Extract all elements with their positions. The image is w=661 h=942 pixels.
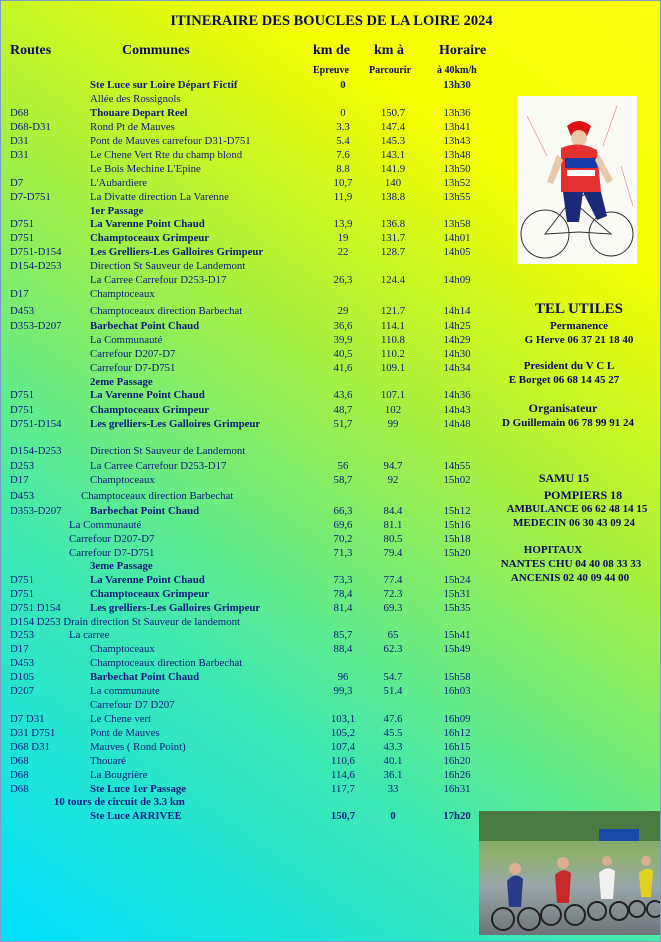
row-km-parcourir: 114.1	[381, 320, 405, 332]
row-commune: 1er Passage	[90, 205, 144, 217]
row-km-parcourir: 92	[387, 474, 399, 486]
row-horaire: 13h50	[443, 163, 471, 175]
table-row	[1, 361, 481, 375]
row-horaire: 13h30	[443, 79, 471, 91]
row-horaire: 13h48	[443, 149, 471, 161]
row-km-parcourir: 109.1	[380, 362, 406, 374]
row-commune: Champtoceaux	[90, 474, 155, 486]
row-horaire: 13h36	[443, 107, 471, 119]
row-km-epreuve: 13,9	[333, 218, 353, 230]
row-km-epreuve: 29	[337, 305, 349, 317]
row-horaire: 15h02	[443, 474, 471, 486]
row-commune: Pont de Mauves	[90, 727, 160, 739]
row-commune: La Varenne Point Chaud	[90, 389, 205, 401]
cyclist-illustration	[517, 96, 637, 264]
row-commune: 3eme Passage	[90, 560, 153, 572]
row-km-epreuve: 99,3	[333, 685, 353, 697]
row-horaire: 14h43	[443, 404, 471, 416]
row-route: D31	[10, 149, 29, 161]
table-row	[1, 754, 481, 768]
row-km-parcourir: 110.8	[381, 334, 405, 346]
header-routes: Routes	[10, 43, 52, 58]
row-commune: La Bougrière	[90, 769, 148, 781]
peloton-photo	[479, 811, 661, 935]
row-horaire: 16h12	[443, 727, 471, 739]
table-row	[1, 375, 481, 389]
row-commune: Barbechat Point Chaud	[90, 505, 200, 517]
row-route: D751	[10, 232, 34, 244]
row-commune: Champtoceaux direction Barbechat	[90, 657, 243, 669]
row-horaire: 14h30	[443, 348, 471, 360]
row-km-parcourir: 43.3	[383, 741, 403, 753]
row-horaire: 14h36	[443, 389, 471, 401]
row-route: D68	[10, 783, 29, 795]
row-km-epreuve: 85,7	[333, 629, 353, 641]
row-km-epreuve: 150,7	[330, 810, 356, 822]
row-route: D453	[10, 305, 34, 317]
header-horaire-sub: à 40km/h	[437, 65, 477, 76]
row-km-parcourir: 94.7	[383, 460, 403, 472]
table-row	[1, 333, 481, 347]
row-km-parcourir: 69.3	[383, 602, 403, 614]
row-km-epreuve: 39,9	[333, 334, 353, 346]
row-route: D751	[10, 218, 34, 230]
row-commune: La carree	[69, 629, 110, 641]
row-km-epreuve: 43,6	[333, 389, 353, 401]
row-commune: Les Grelliers-Les Galloires Grimpeur	[90, 246, 264, 258]
table-row	[1, 504, 481, 518]
row-commune: Le Chene Vert Rte du champ blond	[90, 149, 243, 161]
row-horaire: 15h31	[443, 588, 471, 600]
row-commune: La Carree Carrefour D253-D17	[90, 460, 227, 472]
row-km-parcourir: 128.7	[380, 246, 406, 258]
table-row	[1, 273, 481, 287]
row-commune: Champtoceaux direction Barbechat	[81, 490, 234, 502]
row-route: D17	[10, 288, 29, 300]
table-row	[1, 190, 481, 204]
row-route: D751	[10, 404, 34, 416]
table-row	[1, 489, 481, 503]
row-route: D751-D154	[10, 246, 62, 258]
table-row	[1, 684, 481, 698]
row-km-epreuve: 66,3	[333, 505, 353, 517]
table-row	[1, 287, 481, 301]
row-km-epreuve: 70,2	[333, 533, 353, 545]
president-label: President du V C L	[523, 360, 615, 372]
row-km-parcourir: 40.1	[383, 755, 403, 767]
row-commune: Ste Luce sur Loire Départ Fictif	[90, 79, 238, 91]
row-route: D68 D31	[10, 741, 50, 753]
row-horaire: 15h18	[443, 533, 471, 545]
header-horaire: Horaire	[439, 43, 487, 58]
table-row	[1, 134, 481, 148]
table-row	[1, 656, 481, 670]
row-horaire: 15h16	[443, 519, 471, 531]
table-row	[1, 795, 481, 809]
row-km-parcourir: 33	[387, 783, 399, 795]
row-km-epreuve: 114,6	[331, 769, 355, 781]
pompiers-number: POMPIERS 18	[543, 488, 623, 502]
table-row	[1, 615, 481, 629]
row-route: D353-D207	[10, 505, 62, 517]
row-km-parcourir: 99	[387, 418, 399, 430]
row-km-parcourir: 84.4	[383, 505, 403, 517]
row-km-epreuve: 48,7	[333, 404, 353, 416]
row-km-epreuve: 110,6	[331, 755, 355, 767]
row-route: D253	[10, 629, 34, 641]
table-row	[1, 546, 481, 560]
row-horaire: 14h05	[443, 246, 471, 258]
header-km-de-sub: Epreuve	[313, 65, 349, 76]
row-km-parcourir: 140	[384, 177, 402, 189]
row-route: D17	[10, 643, 29, 655]
row-km-parcourir: 45.5	[383, 727, 403, 739]
row-commune: Rond Pt de Mauves	[90, 121, 175, 133]
row-horaire: 15h20	[443, 547, 471, 559]
row-km-epreuve: 51,7	[333, 418, 353, 430]
nantes-chu-number: NANTES CHU 04 40 08 33 33	[500, 558, 642, 570]
row-commune: La communaute	[90, 685, 160, 697]
table-row	[1, 628, 481, 642]
row-commune: Champtoceaux direction Barbechat	[90, 305, 243, 317]
row-horaire: 16h31	[443, 783, 471, 795]
president-phone: E Borget 06 68 14 45 27	[508, 374, 620, 386]
row-commune: Thouare Depart Reel	[90, 107, 188, 119]
table-row	[1, 78, 481, 92]
table-row	[1, 231, 481, 245]
table-row	[1, 120, 481, 134]
row-horaire: 16h09	[443, 713, 471, 725]
row-commune: Carrefour D7 D207	[90, 699, 175, 711]
table-row	[1, 347, 481, 361]
table-row	[1, 106, 481, 120]
permanence-label: Permanence	[549, 320, 609, 332]
row-commune: Ste Luce ARRIVEE	[90, 810, 182, 822]
row-commune: Pont de Mauves carrefour D31-D751	[90, 135, 251, 147]
table-row	[1, 573, 481, 587]
table-row	[1, 642, 481, 656]
row-km-parcourir: 102	[384, 404, 402, 416]
table-row	[1, 726, 481, 740]
row-commune: 10 tours de circuit de 3.3 km	[54, 796, 185, 808]
row-km-parcourir: 124.4	[380, 274, 406, 286]
row-commune: Champtoceaux Grimpeur	[90, 232, 210, 244]
row-km-parcourir: 65	[387, 629, 399, 641]
row-route: D751-D154	[10, 418, 62, 430]
row-horaire: 15h35	[443, 602, 471, 614]
row-horaire: 15h12	[443, 505, 471, 517]
table-row	[1, 698, 481, 712]
header-km-de: km de	[313, 43, 350, 58]
row-route: D453	[10, 490, 34, 502]
table-row	[1, 388, 481, 402]
row-horaire: 14h34	[443, 362, 471, 374]
table-row	[1, 403, 481, 417]
row-route: D7 D31	[10, 713, 45, 725]
row-km-epreuve: 10,7	[333, 177, 353, 189]
row-km-parcourir: 36.1	[383, 769, 403, 781]
row-km-parcourir: 62.3	[383, 643, 403, 655]
row-horaire: 14h14	[443, 305, 471, 317]
row-km-parcourir: 81.1	[383, 519, 403, 531]
row-km-epreuve: 105,2	[330, 727, 356, 739]
table-row	[1, 670, 481, 684]
table-row	[1, 712, 481, 726]
organisateur-label: Organisateur	[528, 401, 598, 415]
table-row	[1, 559, 481, 573]
row-commune: Direction St Sauveur de Landemont	[90, 445, 246, 457]
ancenis-number: ANCENIS 02 40 09 44 00	[510, 572, 630, 584]
row-horaire: 15h58	[443, 671, 471, 683]
row-km-parcourir: 121.7	[380, 305, 406, 317]
row-km-parcourir: 77.4	[383, 574, 403, 586]
table-row	[1, 740, 481, 754]
table-row	[1, 532, 481, 546]
table-row	[1, 304, 481, 318]
row-commune: Les grelliers-Les Galloires Grimpeur	[90, 418, 261, 430]
row-horaire: 14h48	[443, 418, 471, 430]
row-commune: Direction St Sauveur de Landemont	[90, 260, 246, 272]
row-commune: Carrefour D7-D751	[90, 362, 176, 374]
row-km-parcourir: 54.7	[383, 671, 403, 683]
row-commune: La Varenne Point Chaud	[90, 218, 205, 230]
row-km-epreuve: 8.8	[336, 163, 350, 175]
row-commune: 2eme Passage	[90, 376, 153, 388]
row-commune: Barbechat Point Chaud	[90, 671, 200, 683]
row-km-epreuve: 11,9	[333, 191, 353, 203]
row-route: D154-D253	[10, 260, 62, 272]
row-horaire: 17h20	[443, 810, 471, 822]
permanence-phone: G Herve 06 37 21 18 40	[524, 334, 634, 346]
row-route: D751	[10, 574, 34, 586]
row-commune: Ste Luce 1er Passage	[90, 783, 187, 795]
row-commune: La Communauté	[69, 519, 142, 531]
itinerary-table	[1, 1, 481, 942]
row-commune: Allée des Rossignols	[90, 93, 181, 105]
row-km-epreuve: 22	[337, 246, 349, 258]
row-route: D154 D253 Drain direction St Sauveur de landemont	[10, 616, 240, 628]
row-horaire: 14h01	[443, 232, 471, 244]
row-route: D453	[10, 657, 34, 669]
tel-utiles-title: TEL UTILES	[535, 301, 623, 317]
row-km-epreuve: 69,6	[333, 519, 353, 531]
ambulance-number: AMBULANCE 06 62 48 14 15	[506, 503, 648, 515]
row-commune: Carrefour D207-D7	[90, 348, 176, 360]
row-horaire: 16h15	[443, 741, 471, 753]
row-horaire: 13h58	[443, 218, 471, 230]
table-row	[1, 518, 481, 532]
table-row	[1, 782, 481, 796]
row-km-epreuve: 0	[340, 79, 346, 91]
hopitaux-label: HOPITAUX	[523, 544, 583, 556]
row-commune: Mauves ( Rond Point)	[90, 741, 186, 753]
table-row	[1, 217, 481, 231]
row-route: D68	[10, 769, 29, 781]
table-row	[1, 148, 481, 162]
header-km-a: km à	[374, 43, 404, 58]
table-row	[1, 768, 481, 782]
table-row	[1, 417, 481, 431]
cyclist-drawing	[517, 96, 637, 264]
row-route: D751 D154	[10, 602, 61, 614]
table-row	[1, 809, 481, 823]
row-route: D7	[10, 177, 24, 189]
row-commune: Carrefour D207-D7	[69, 533, 155, 545]
row-horaire: 16h03	[443, 685, 471, 697]
row-km-epreuve: 56	[337, 460, 349, 472]
row-horaire: 15h41	[443, 629, 471, 641]
row-km-epreuve: 19	[337, 232, 349, 244]
row-km-parcourir: 138.8	[380, 191, 406, 203]
row-km-epreuve: 7.6	[336, 149, 350, 161]
row-commune: Champtoceaux	[90, 288, 155, 300]
row-horaire: 16h26	[443, 769, 471, 781]
row-route: D353-D207	[10, 320, 62, 332]
row-km-epreuve: 40,5	[333, 348, 353, 360]
row-commune: Thouaré	[90, 755, 126, 767]
row-commune: Champtoceaux	[90, 643, 155, 655]
row-km-epreuve: 88,4	[333, 643, 353, 655]
table-row	[1, 92, 481, 106]
table-row	[1, 319, 481, 333]
organisateur-phone: D Guillemain 06 78 99 91 24	[501, 417, 634, 429]
medecin-number: MEDECIN 06 30 43 09 24	[513, 517, 635, 529]
row-km-epreuve: 26,3	[333, 274, 353, 286]
table-row	[1, 259, 481, 273]
table-row	[1, 176, 481, 190]
row-km-parcourir: 147.4	[380, 121, 406, 133]
row-horaire: 13h55	[443, 191, 471, 203]
row-km-parcourir: 110.2	[381, 348, 405, 360]
row-km-parcourir: 72.3	[383, 588, 403, 600]
row-horaire: 13h41	[443, 121, 471, 133]
table-row	[1, 473, 481, 487]
table-row	[1, 587, 481, 601]
row-km-epreuve: 73,3	[333, 574, 353, 586]
row-km-epreuve: 58,7	[333, 474, 353, 486]
table-row	[1, 162, 481, 176]
row-route: D17	[10, 474, 29, 486]
row-commune: Champtoceaux Grimpeur	[90, 588, 210, 600]
row-commune: La Carree Carrefour D253-D17	[90, 274, 227, 286]
row-km-epreuve: 71,3	[333, 547, 353, 559]
row-horaire: 16h20	[443, 755, 471, 767]
row-km-epreuve: 107,4	[330, 741, 356, 753]
table-row	[1, 204, 481, 218]
row-km-parcourir: 141.9	[380, 163, 406, 175]
row-route: D68	[10, 107, 29, 119]
row-horaire: 14h09	[443, 274, 471, 286]
row-horaire: 13h52	[443, 177, 471, 189]
row-route: D68	[10, 755, 29, 767]
row-horaire: 15h24	[443, 574, 471, 586]
row-route: D7-D751	[10, 191, 51, 203]
row-commune: Barbechat Point Chaud	[90, 320, 200, 332]
samu-number: SAMU 15	[538, 471, 590, 485]
row-commune: Les grelliers-Les Galloires Grimpeur	[90, 602, 261, 614]
row-commune: L'Aubardiere	[90, 177, 148, 189]
row-route: D751	[10, 588, 34, 600]
row-horaire: 13h43	[443, 135, 471, 147]
row-km-parcourir: 131.7	[380, 232, 406, 244]
row-km-epreuve: 103,1	[330, 713, 356, 725]
row-horaire: 15h49	[443, 643, 471, 655]
row-km-parcourir: 47.6	[383, 713, 403, 725]
row-km-parcourir: 143.1	[380, 149, 406, 161]
row-commune: Le Chene vert	[90, 713, 152, 725]
table-row	[1, 444, 481, 458]
row-km-parcourir: 150.7	[380, 107, 406, 119]
row-route: D751	[10, 389, 34, 401]
row-km-parcourir: 80.5	[383, 533, 403, 545]
row-km-epreuve: 36,6	[333, 320, 353, 332]
row-km-parcourir: 136.8	[380, 218, 406, 230]
table-row	[1, 601, 481, 615]
row-commune: Le Bois Mechine L'Epine	[90, 163, 201, 175]
row-route: D68-D31	[10, 121, 51, 133]
row-route: D31	[10, 135, 29, 147]
row-commune: Champtoceaux Grimpeur	[90, 404, 210, 416]
row-km-parcourir: 107.1	[380, 389, 406, 401]
row-horaire: 14h55	[443, 460, 471, 472]
row-commune: La Communauté	[90, 334, 163, 346]
peloton-drawing	[479, 811, 661, 935]
row-km-parcourir: 51.4	[383, 685, 403, 697]
row-km-epreuve: 78,4	[333, 588, 353, 600]
header-communes: Communes	[122, 43, 190, 58]
table-row	[1, 459, 481, 473]
row-km-epreuve: 5.4	[336, 135, 350, 147]
row-horaire: 14h25	[443, 320, 471, 332]
row-km-parcourir: 0	[390, 810, 396, 822]
row-horaire: 14h29	[443, 334, 471, 346]
page-title: ITINERAIRE DES BOUCLES DE LA LOIRE 2024	[170, 13, 493, 29]
row-km-epreuve: 96	[337, 671, 349, 683]
row-route: D105	[10, 671, 34, 683]
table-row	[1, 245, 481, 259]
row-route: D31 D751	[10, 727, 56, 739]
row-km-parcourir: 145.3	[380, 135, 406, 147]
row-km-epreuve: 81,4	[333, 602, 353, 614]
row-commune: Carrefour D7-D751	[69, 547, 155, 559]
row-km-epreuve: 0	[340, 107, 346, 119]
row-km-parcourir: 79.4	[383, 547, 403, 559]
header-km-a-sub: Parcourir	[369, 65, 412, 76]
row-km-epreuve: 117,7	[331, 783, 355, 795]
row-km-epreuve: 41,6	[333, 362, 353, 374]
row-commune: La Divatte direction La Varenne	[90, 191, 229, 203]
row-route: D154-D253	[10, 445, 62, 457]
row-km-epreuve: 3.3	[336, 121, 350, 133]
row-route: D207	[10, 685, 34, 697]
row-commune: La Varenne Point Chaud	[90, 574, 205, 586]
row-route: D253	[10, 460, 34, 472]
